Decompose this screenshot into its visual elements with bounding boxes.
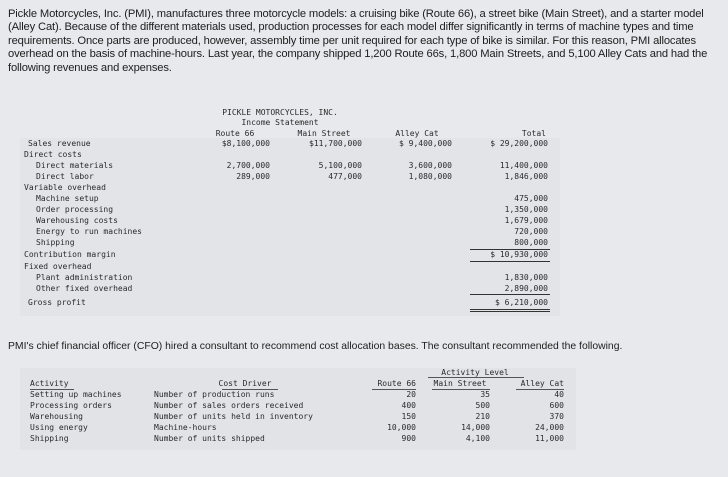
row-label: Direct materials: [36, 161, 114, 170]
alley-cat-value: 370: [549, 412, 564, 421]
row-label: Contribution margin: [24, 250, 116, 259]
cell-total: 720,000: [514, 227, 548, 236]
row-label: Warehousing costs: [36, 216, 118, 225]
cell-total: $ 6,210,000: [495, 298, 548, 307]
subtotal-rule: [470, 261, 550, 262]
cell-route66: $8,100,000: [221, 139, 270, 148]
cfo-text: PMI's chief financial officer (CFO) hired a consultant to recommend cost allocation bases. The consultant recommended the following.: [8, 341, 623, 352]
total-double-rule: [470, 311, 550, 312]
alley-cat-value: 24,000: [535, 423, 564, 432]
alley-cat-value: 40: [554, 390, 564, 399]
alley-cat-value: 11,000: [535, 434, 564, 443]
header-rule: [428, 377, 524, 378]
alley-cat-value: 600: [549, 401, 564, 410]
activity-name: Processing orders: [30, 401, 112, 410]
route66-value: 900: [401, 434, 416, 443]
subtotal-rule: [470, 294, 550, 295]
cell-total: $ 29,200,000: [490, 139, 548, 148]
cost-driver: Number of units held in inventory: [154, 412, 313, 421]
cell-main-street: 477,000: [328, 172, 362, 181]
route66-value: 10,000: [387, 423, 416, 432]
route66-value: 150: [401, 412, 416, 421]
cost-driver: Machine-hours: [154, 423, 217, 432]
col-header-alley-cat: Alley Cat: [395, 129, 439, 138]
row-label: Other fixed overhead: [36, 284, 133, 293]
row-label: Plant administration: [36, 273, 133, 282]
cost-driver: Number of sales orders received: [154, 401, 304, 410]
problem-intro-text: Pickle Motorcycles, Inc. (PMI), manufactures three motorcycle models: a cruising bike (Route 66), a street bike (Main Street), and a starter model (Alley Cat). Because of the different materials used, production processes for each model differ significantly in terms of machine types and time requirements. Once parts are produced, however, assembly time per unit required for each type of bike is similar. For this reason, PMI allocates overhead on the basis of machine-hours. Last year, the company shipped 1,200 Route 66s, 1,800 Main Streets, and 5,100 Alley Cats and had the following revenues and expenses.: [8, 8, 708, 74]
col-header-total: Total: [521, 129, 546, 138]
cell-total: 800,000: [514, 238, 548, 247]
cell-total: 1,846,000: [504, 172, 548, 181]
header-main-street: Main Street: [433, 379, 487, 388]
cell-total: 1,350,000: [504, 205, 548, 214]
main-street-value: 35: [480, 390, 490, 399]
company-name: PICKLE MOTORCYCLES, INC.: [222, 108, 338, 117]
cell-route66: 2,700,000: [226, 161, 270, 170]
row-label: Direct costs: [24, 150, 82, 159]
row-label: Order processing: [36, 205, 114, 214]
row-label: Gross profit: [28, 298, 86, 307]
row-label: Variable overhead: [24, 183, 106, 192]
route66-value: 400: [401, 401, 416, 410]
main-street-value: 14,000: [461, 423, 490, 432]
row-label: Shipping: [36, 238, 75, 247]
header-alley-cat: Alley Cat: [520, 379, 564, 388]
activity-name: Shipping: [30, 434, 69, 443]
activity-level-header: Activity Level: [441, 368, 509, 377]
row-label: Fixed overhead: [24, 262, 92, 271]
row-label: Sales revenue: [28, 139, 91, 148]
row-label: Direct labor: [36, 172, 94, 181]
cell-alley-cat: 1,080,000: [408, 172, 452, 181]
main-street-value: 210: [475, 412, 490, 421]
cell-main-street: 5,100,000: [318, 161, 362, 170]
activity-name: Using energy: [30, 423, 88, 432]
statement-title: Income Statement: [241, 118, 319, 127]
cell-main-street: $11,700,000: [309, 139, 362, 148]
header-cost-driver: Cost Driver: [218, 379, 272, 388]
cell-route66: 289,000: [236, 172, 270, 181]
cell-total: 475,000: [514, 194, 548, 203]
main-street-value: 500: [475, 401, 490, 410]
cell-total: $ 10,930,000: [490, 250, 548, 259]
cell-total: 11,400,000: [499, 161, 548, 170]
cost-driver: Number of production runs: [154, 390, 275, 399]
cost-driver: Number of units shipped: [154, 434, 265, 443]
activity-name: Setting up machines: [30, 390, 122, 399]
col-header-main-street: Main Street: [297, 129, 351, 138]
col-header-route66: Route 66: [215, 129, 255, 138]
main-street-value: 4,100: [465, 434, 490, 443]
total-double-rule: [470, 309, 550, 310]
activity-name: Warehousing: [30, 412, 83, 421]
cell-total: 2,890,000: [504, 284, 548, 293]
header-route66: Route 66: [377, 379, 416, 388]
header-activity: Activity: [30, 379, 69, 388]
cell-total: 1,830,000: [504, 273, 548, 282]
route66-value: 20: [406, 390, 416, 399]
row-label: Machine setup: [36, 194, 99, 203]
row-label: Energy to run machines: [36, 227, 142, 236]
cell-alley-cat: 3,600,000: [408, 161, 452, 170]
cell-alley-cat: $ 9,400,000: [399, 139, 452, 148]
cell-total: 1,679,000: [504, 216, 548, 225]
